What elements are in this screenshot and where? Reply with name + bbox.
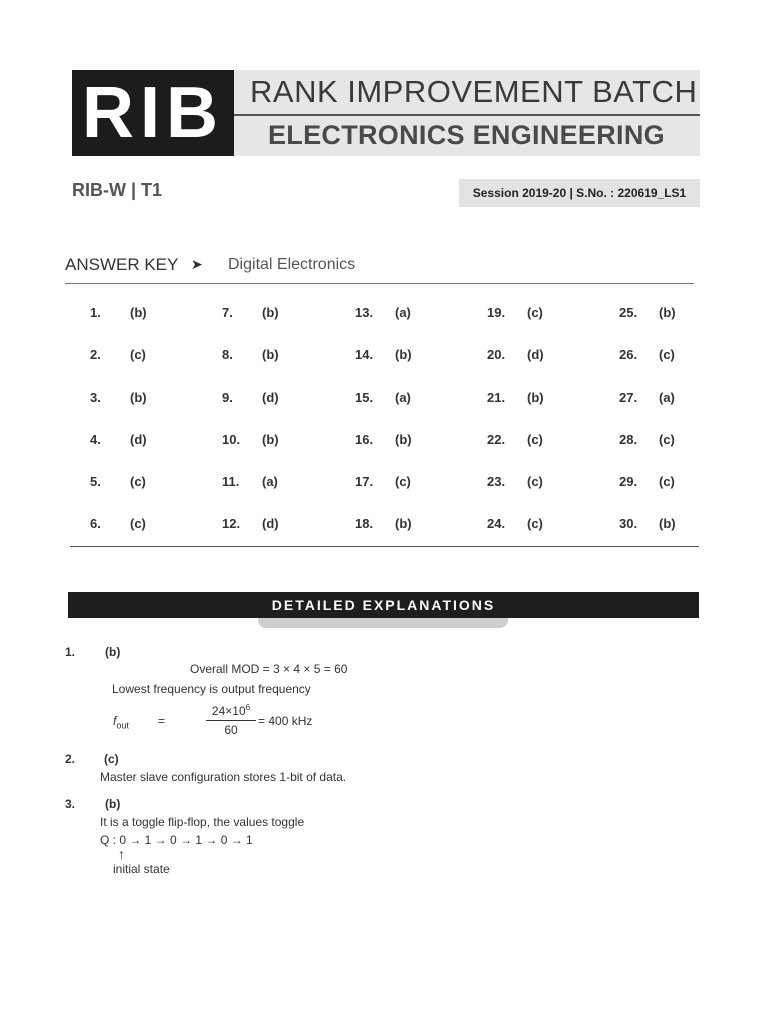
session-badge: Session 2019-20 | S.No. : 220619_LS1 [459, 179, 700, 207]
answer-number: 12. [222, 516, 241, 531]
answer-number: 25. [619, 305, 638, 320]
answer-number: 15. [355, 390, 374, 405]
fraction-numerator: $24\times 10^6$ [206, 703, 256, 721]
answer-number: 6. [90, 516, 101, 531]
explanation-3-line3: initial state [113, 862, 170, 876]
answer-number: 21. [487, 390, 506, 405]
answer-number: 28. [619, 432, 638, 447]
explanation-2-line1: Master slave configuration stores 1-bit of data. [100, 770, 347, 784]
answer-option: (a) [395, 305, 411, 320]
answer-number: 19. [487, 305, 506, 320]
explanation-1-line2: Lowest frequency is output frequency [112, 682, 311, 696]
answer-number: 8. [222, 347, 233, 362]
explanation-1-number: 1. [65, 645, 76, 659]
answer-number: 26. [619, 347, 638, 362]
answer-number: 20. [487, 347, 506, 362]
answer-option: (a) [659, 390, 675, 405]
answer-option: (c) [527, 432, 543, 447]
divider [65, 283, 694, 284]
answer-option: (c) [130, 347, 146, 362]
answer-number: 16. [355, 432, 374, 447]
answer-number: 14. [355, 347, 374, 362]
answer-option: (a) [262, 474, 278, 489]
explanation-3-number: 3. [65, 797, 76, 811]
answer-option: (c) [659, 432, 675, 447]
header-banner [72, 70, 700, 156]
explanations-header [68, 592, 699, 618]
answer-option: (c) [527, 305, 543, 320]
arrow-right-icon: ➤ [191, 256, 203, 272]
answer-number: 17. [355, 474, 374, 489]
explanations-title: DETAILED EXPLANATIONS [271, 597, 496, 613]
f-out-symbol: $f_{out}$ [113, 714, 129, 731]
answer-number: 18. [355, 516, 374, 531]
banner-title: RANK IMPROVEMENT BATCH [250, 74, 698, 109]
answer-number: 30. [619, 516, 638, 531]
answer-option: (b) [262, 432, 279, 447]
answer-number: 3. [90, 390, 101, 405]
answer-option: (d) [130, 432, 147, 447]
answer-option: (d) [262, 390, 279, 405]
equals-sign: = [158, 714, 166, 728]
answer-number: 24. [487, 516, 506, 531]
fraction [206, 703, 256, 737]
answer-option: (c) [659, 474, 675, 489]
explanation-2-number: 2. [65, 752, 76, 766]
explanation-3-line1: It is a toggle flip-flop, the values toggle [100, 815, 305, 829]
answer-number: 27. [619, 390, 638, 405]
answer-number: 10. [222, 432, 241, 447]
explanation-3-answer: (b) [105, 797, 121, 811]
answer-option: (b) [659, 516, 676, 531]
answer-option: (c) [395, 474, 411, 489]
fraction-denominator: 60 [224, 723, 238, 737]
answer-number: 29. [619, 474, 638, 489]
banner-subtitle: ELECTRONICS ENGINEERING [268, 120, 665, 150]
answer-option: (b) [262, 347, 279, 362]
answer-key-title: ANSWER KEY [65, 255, 179, 274]
answer-option: (b) [130, 390, 147, 405]
answer-number: 23. [487, 474, 506, 489]
answer-option: (c) [527, 474, 543, 489]
logo: RIB [72, 70, 234, 156]
answer-number: 9. [222, 390, 233, 405]
answer-option: (b) [130, 305, 147, 320]
answer-option: (c) [659, 347, 675, 362]
answer-option: (b) [262, 305, 279, 320]
answer-option: (d) [262, 516, 279, 531]
test-code: RIB-W | T1 [72, 180, 163, 200]
answer-number: 11. [222, 474, 240, 489]
explanation-1-line1: Overall MOD = 3 × 4 × 5 = 60 [190, 662, 348, 676]
answer-option: (c) [527, 516, 543, 531]
answer-option: (a) [395, 390, 411, 405]
explanation-1-answer: (b) [105, 645, 121, 659]
answer-option: (d) [527, 347, 544, 362]
answer-option: (c) [130, 474, 146, 489]
explanation-3-line2: Q : 0 → 1 → 0 → 1 → 0 → 1 [100, 833, 253, 847]
answer-option: (c) [130, 516, 146, 531]
answer-number: 2. [90, 347, 101, 362]
answer-option: (b) [527, 390, 544, 405]
explanation-2-answer: (c) [104, 752, 119, 766]
answer-option: (b) [659, 305, 676, 320]
answer-number: 1. [90, 305, 101, 320]
answer-number: 22. [487, 432, 506, 447]
answer-option: (b) [395, 432, 412, 447]
answer-number: 5. [90, 474, 101, 489]
up-arrow-icon: ↑ [118, 846, 125, 862]
explanation-1-result: = 400 kHz [258, 714, 313, 728]
answer-option: (b) [395, 347, 412, 362]
banner-divider [234, 114, 700, 116]
answer-option: (b) [395, 516, 412, 531]
answer-number: 4. [90, 432, 101, 447]
subject-label: Digital Electronics [228, 256, 356, 273]
answer-number: 13. [355, 305, 374, 320]
answer-number: 7. [222, 305, 233, 320]
divider [70, 546, 699, 547]
